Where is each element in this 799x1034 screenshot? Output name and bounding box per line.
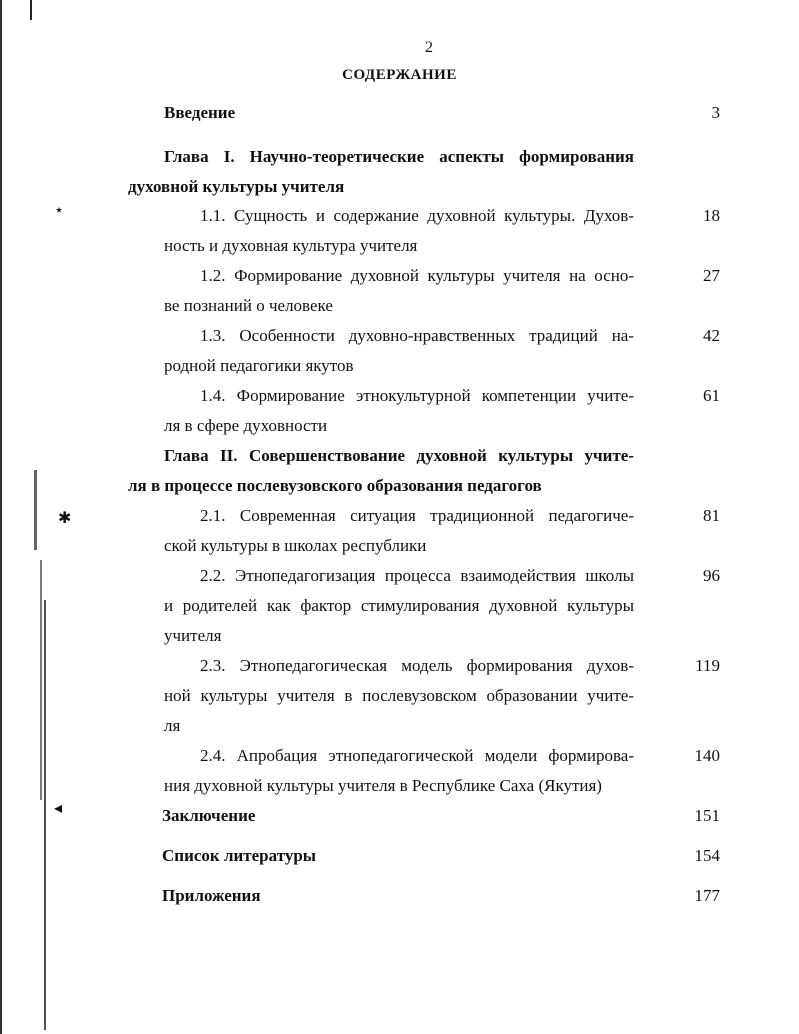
toc-chapter2-title: Глава II. Совершенствование духовной культуры учите- (164, 446, 634, 465)
toc-section-1-2-cont: ве познаний о человеке (164, 296, 333, 315)
scan-artifact (40, 560, 42, 800)
toc-appendices-label: Приложения (162, 886, 261, 905)
toc-section-2-1-cont: ской культуры в школах республики (164, 536, 427, 555)
toc-section-1-4-cont: ля в сфере духовности (164, 416, 328, 435)
toc-section-2-1: 2.1. Современная ситуация традиционной педагогиче- (200, 506, 634, 525)
toc-section-1-2: 1.2. Формирование духовной культуры учителя на осно- (200, 266, 634, 285)
toc-section-1-1-cont: ность и духовная культура учителя (164, 236, 418, 255)
toc-conclusion-page: 151 (694, 806, 720, 825)
page-number: 2 (425, 39, 433, 56)
toc-intro-page: 3 (711, 103, 720, 122)
toc-appendices-page: 177 (694, 886, 720, 905)
toc-section-2-2-page: 96 (703, 566, 720, 585)
star-mark-icon: ✱ (58, 510, 72, 527)
toc-section-2-3-page: 119 (695, 656, 720, 675)
toc-section-2-2-cont2: учителя (164, 626, 222, 645)
toc-section-2-4: 2.4. Апробация этнопедагогической модели формирова- (200, 746, 634, 765)
toc-section-2-3: 2.3. Этнопедагогическая модель формирования духов- (200, 656, 634, 675)
toc-section-1-2-page: 27 (703, 266, 720, 285)
scan-edge-line (0, 0, 2, 1034)
toc-section-1-1: 1.1. Сущность и содержание духовной культуры. Духов- (200, 206, 634, 225)
toc-section-2-1-page: 81 (703, 506, 720, 525)
toc-section-1-3-cont: родной педагогики якутов (164, 356, 354, 375)
toc-references-label: Список литературы (162, 846, 317, 865)
toc-section-1-3: 1.3. Особенности духовно-нравственных традиций на- (200, 326, 634, 345)
scan-artifact (30, 0, 32, 20)
toc-section-1-4-page: 61 (703, 386, 720, 405)
toc-section-1-3-page: 42 (703, 326, 720, 345)
star-mark-icon: ⋆ (54, 202, 65, 219)
toc-references-page: 154 (694, 846, 720, 865)
toc-chapter2-title-cont: ля в процессе послевузовского образования педагогов (128, 476, 542, 495)
toc-conclusion-label: Заключение (162, 806, 256, 825)
scan-artifact (34, 470, 37, 550)
page-title: СОДЕРЖАНИЕ (342, 67, 457, 83)
toc-chapter1-title-cont: духовной культуры учителя (128, 177, 345, 196)
toc-intro-label: Введение (164, 103, 236, 122)
toc-section-1-1-page: 18 (703, 206, 720, 225)
scan-artifact (44, 600, 46, 1030)
toc-section-2-4-page: 140 (694, 746, 720, 765)
toc-section-2-3-cont: ной культуры учителя в послевузовском образовании учите- (164, 686, 634, 705)
toc-section-1-4: 1.4. Формирование этнокультурной компетенции учите- (200, 386, 634, 405)
arrow-mark-icon: ◂ (54, 800, 63, 817)
toc-section-2-2-cont: и родителей как фактор стимулирования духовной культуры (164, 596, 634, 615)
toc-section-2-4-cont: ния духовной культуры учителя в Республике Саха (Якутия) (164, 776, 602, 795)
toc-chapter1-title: Глава I. Научно-теоретические аспекты формирования (164, 147, 634, 166)
toc-section-2-3-cont2: ля (164, 716, 181, 735)
toc-section-2-2: 2.2. Этнопедагогизация процесса взаимодействия школы (200, 566, 634, 585)
